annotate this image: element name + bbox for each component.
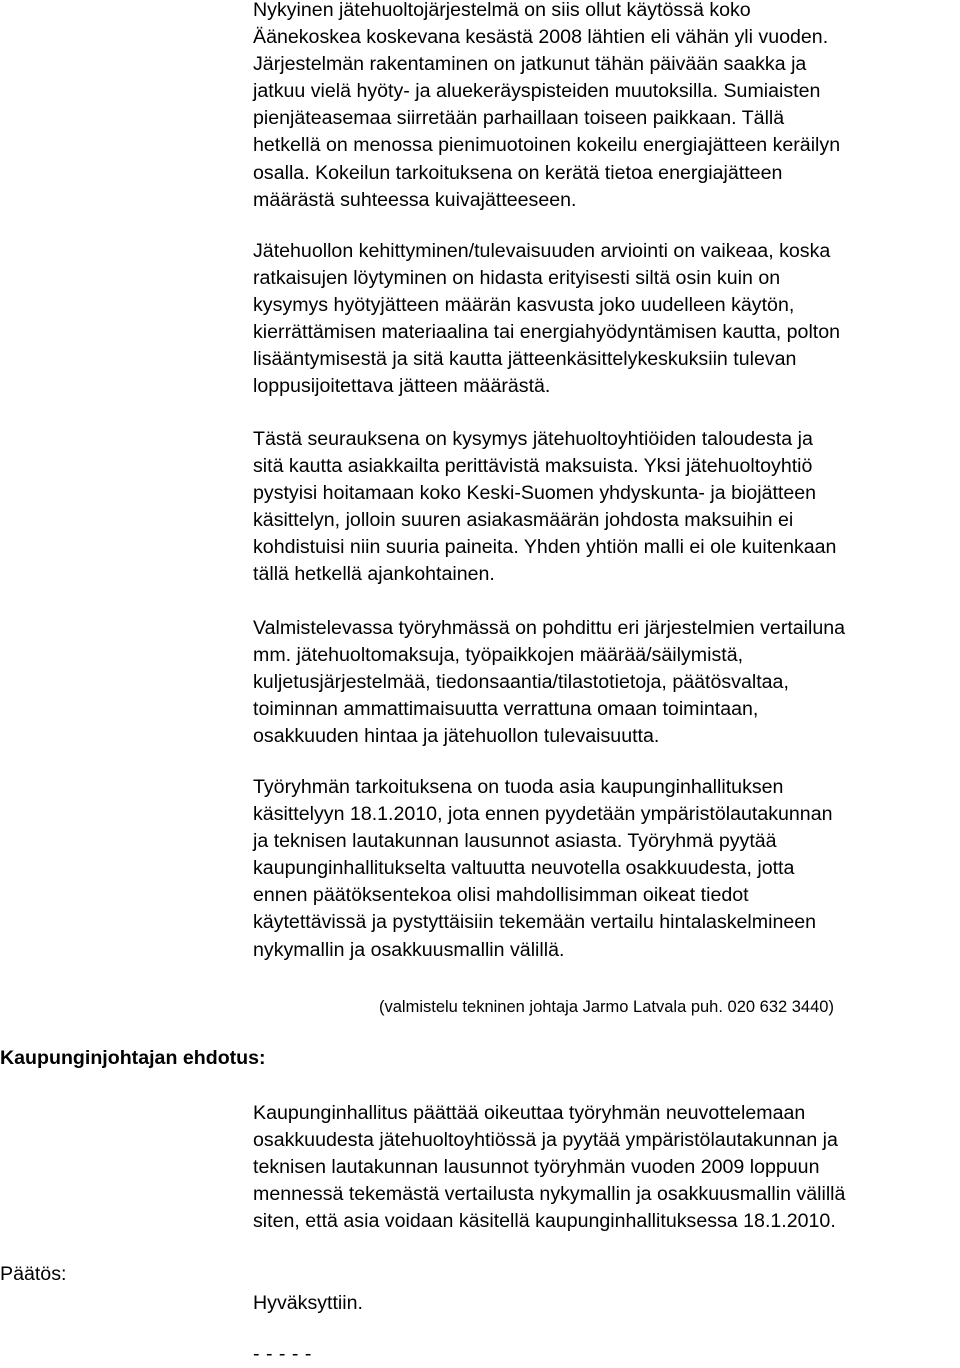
paragraph-company-economy: Tästä seurauksena on kysymys jätehuoltoyhtiöiden taloudesta ja sitä kautta asiakkailta perittävistä maksuista. Yksi jätehuoltoyhtiö pystyisi hoitamaan koko Keski-Suomen yhdyskunta- ja biojätteen käsittelyn, jolloin suuren asiakasmäärän johdosta maksuihin ei kohdistuisi niin suuria paineita. Yhden yhtiön malli ei ole kuitenkaan tällä hetkellä ajankohtainen. xyxy=(253,428,837,586)
decision-text: Hyväksyttiin. xyxy=(253,1292,363,1314)
proposal-label: Kaupunginjohtajan ehdotus: xyxy=(0,1047,266,1069)
decision-label: Päätös: xyxy=(0,1263,67,1285)
end-separator: - - - - - xyxy=(253,1343,312,1365)
paragraph-working-group-purpose: Työryhmän tarkoituksena on tuoda asia kaupunginhallituksen käsittelyyn 18.1.2010, jota ennen pyydetään ympäristölautakunnan ja teknisen lautakunnan lausunnot asiasta. Työryhmä pyytää kaupunginhallitukselta valtuutta neuvotella osakkuudesta, jotta ennen päätöksentekoa olisi mahdollisimman oikeat tiedot käytettävissä ja pystyttäisiin tekemään vertailu hintalaskelmineen nykymallin ja osakkuusmallin välillä. xyxy=(253,776,833,961)
paragraph-working-group-comparison: Valmistelevassa työryhmässä on pohdittu eri järjestelmien vertailuna mm. jätehuoltomaksuja, työpaikkojen määrää/säilymistä, kuljetusjärjestelmää, tiedonsaantia/tilastotietoja, päätösvaltaa, toiminnan ammattimaisuutta verrattuna omaan toimintaan, osakkuuden hintaa ja jätehuollon tulevaisuutta. xyxy=(253,617,846,748)
paragraph-development-assessment: Jätehuollon kehittyminen/tulevaisuuden arviointi on vaikeaa, koska ratkaisujen löytyminen on hidasta erityisesti siltä osin kuin on kysymys hyötyjätteen määrän kasvusta joko uudelleen käytön, kierrättämisen materiaalina tai energiahyödyntämisen kautta, polton lisääntymisestä ja sitä kautta jätteenkäsittelykeskuksiin tulevan loppusijoitettava jätteen määrästä. xyxy=(253,240,841,398)
proposal-text: Kaupunginhallitus päättää oikeuttaa työryhmän neuvottelemaan osakkuudesta jätehuoltoyhtiössä ja pyytää ympäristölautakunnan ja teknisen lautakunnan lausunnot työryhmän vuoden 2009 loppuun mennessä tekemästä vertailusta nykymallin ja osakkuusmallin välillä siten, että asia voidaan käsitellä kaupunginhallituksessa 18.1.2010. xyxy=(253,1102,846,1233)
preparation-note: (valmistelu tekninen johtaja Jarmo Latvala puh. 020 632 3440) xyxy=(379,998,834,1016)
paragraph-current-system: Nykyinen jätehuoltojärjestelmä on siis ollut käytössä koko Äänekoskea koskevana kesästä 2008 lähtien eli vähän yli vuoden. Järjestelmän rakentaminen on jatkunut tähän päivään saakka ja jatkuu vielä hyöty- ja aluekeräyspisteiden muutoksilla. Sumiaisten pienjäteasemaa siirretään parhaillaan toiseen paikkaan. Tällä hetkellä on menossa pienimuotoinen kokeilu energiajätteen keräilyn osalla. Kokeilun tarkoituksena on kerätä tietoa energiajätteen määrästä suhteessa kuivajätteeseen. xyxy=(253,0,841,211)
